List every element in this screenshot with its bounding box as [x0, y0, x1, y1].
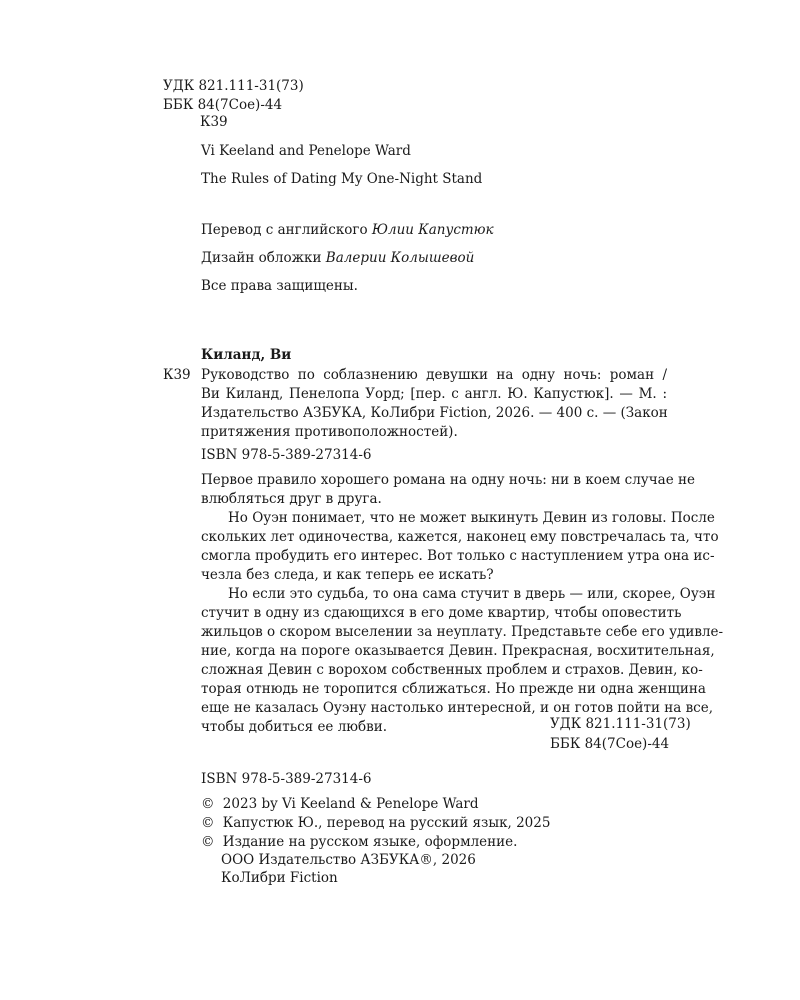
design-prefix: Дизайн обложки — [201, 250, 322, 266]
annotation-line: ние, когда на пороге оказывается Девин. Прекрасная, восхитительная, — [201, 643, 715, 659]
catalog-line-4: притяжения противоположностей). — [201, 424, 458, 440]
catalog-line-1: Руководство по соблазнению девушки на одну ночь: роман / — [201, 367, 667, 383]
annotation-line: Но если это судьба, то она сама стучит в дверь — или, скорее, Оуэн — [228, 586, 716, 602]
annotation-line: сложная Девин с ворохом собственных проблем и страхов. Девин, ко- — [201, 662, 703, 678]
copyright-symbol: © — [201, 796, 215, 812]
annotation-line: торая отнюдь не торопится сближаться. Но прежде ни одна женщина — [201, 681, 706, 697]
design-credit — [201, 250, 474, 266]
original-authors: Vi Keeland and Penelope Ward — [201, 143, 411, 159]
copyright-line-3 — [201, 834, 517, 850]
annotation-line: стучит в одну из сдающихся в его доме квартир, чтобы оповестить — [201, 605, 682, 621]
annotation-line: чтобы добиться ее любви. — [201, 719, 388, 735]
annotation-udk: УДК 821.111-31(73) — [550, 716, 691, 732]
copyright-symbol: © — [201, 815, 215, 831]
catalog-heading: Киланд, Ви — [201, 347, 292, 363]
annotation-line: смогла пробудить его интерес. Вот только с наступлением утра она ис- — [201, 548, 715, 564]
catalog-isbn: ISBN 978-5-389-27314-6 — [201, 447, 372, 463]
annotation-line: Первое правило хорошего романа на одну ночь: ни в коем случае не — [201, 472, 695, 488]
copyright-text: 2023 by Vi Keeland & Penelope Ward — [222, 796, 479, 812]
annotation-bbk: ББК 84(7Сое)-44 — [550, 736, 670, 752]
rights-notice: Все права защищены. — [201, 278, 358, 294]
publisher-line-1: ООО Издательство АЗБУКА®, 2026 — [221, 852, 476, 868]
catalog-line-2: Ви Киланд, Пенелопа Уорд; [пер. с англ. Ю. Капустюк]. — М. : — [201, 386, 667, 402]
translator-name: Юлии Капустюк — [371, 222, 494, 238]
annotation-line: еще не казалась Оуэну настолько интересной, и он готов пойти на все, — [201, 700, 714, 716]
bbk-code: ББК 84(7Сое)-44 — [163, 97, 283, 113]
udk-code: УДК 821.111-31(73) — [163, 78, 304, 94]
copyright-line-2 — [201, 815, 550, 831]
annotation-line: влюбляться друг в друга. — [201, 491, 382, 507]
catalog-mark: К39 — [163, 367, 191, 383]
annotation-line: жильцов о скором выселении за неуплату. Представьте себе его удивле- — [201, 624, 724, 640]
copyright-symbol: © — [201, 834, 215, 850]
annotation-line: Но Оуэн понимает, что не может выкинуть Девин из головы. После — [228, 510, 715, 526]
catalog-line-3: Издательство АЗБУКА, КоЛибри Fiction, 2026. — 400 с. — (Закон — [201, 405, 668, 421]
copyright-line-1 — [201, 796, 479, 812]
author-mark: К39 — [200, 114, 228, 130]
translation-credit — [201, 222, 494, 238]
annotation-line: скольких лет одиночества, кажется, наконец ему повстречалась та, что — [201, 529, 719, 545]
annotation-line: чезла без следа, и как теперь ее искать? — [201, 567, 494, 583]
translation-prefix: Перевод с английского — [201, 222, 368, 238]
footer-isbn: ISBN 978-5-389-27314-6 — [201, 771, 372, 787]
publisher-line-2: КоЛибри Fiction — [221, 870, 338, 886]
copyright-text: Капустюк Ю., перевод на русский язык, 2025 — [222, 815, 551, 831]
designer-name: Валерии Колышевой — [325, 250, 475, 266]
copyright-text: Издание на русском языке, оформление. — [222, 834, 518, 850]
original-title: The Rules of Dating My One-Night Stand — [201, 171, 483, 187]
